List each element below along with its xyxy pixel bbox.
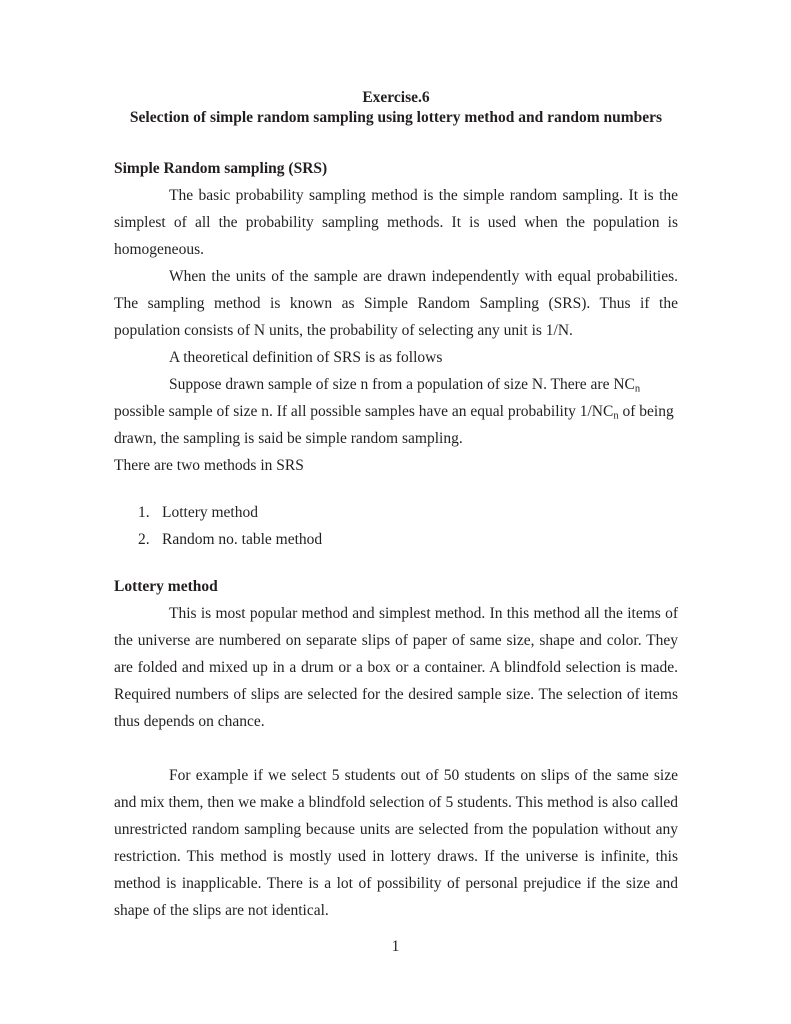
list-item (138, 526, 678, 553)
paragraph-srs-definition (114, 263, 678, 344)
list-item-label: Lottery method (162, 504, 258, 521)
paragraph-lottery-description (114, 600, 678, 735)
formula-subscript-2: n (613, 410, 619, 422)
list-item (138, 499, 678, 526)
spacer-after-list (114, 553, 678, 573)
formula-text-part-2: possible sample of size n. If all possible samples have an equal probability 1/NC (114, 403, 614, 420)
document-title: Exercise.6 (362, 89, 430, 106)
paragraph-lottery-example (114, 762, 678, 924)
paragraph-srs-definition-text: When the units of the sample are drawn independently with equal probabilities. The sampling method is known as Simple Random Sampling (SRS). Thus if the population consists of N units, the probability of selecting any unit is 1/N. (114, 268, 678, 339)
formula-text-part-1: Suppose drawn sample of size n from a population of size N. There are NC (169, 376, 635, 393)
document-subtitle: Selection of simple random sampling using lottery method and random numbers (129, 109, 663, 126)
page-number: 1 (391, 938, 400, 955)
paragraph-lottery-example-text: For example if we select 5 students out of 50 students on slips of the same size and mix them, then we make a blindfold selection of 5 students. This method is also called unrestricted random sampling because units are selected from the population without any restriction. This method is mostly used in lottery draws. If the universe is infinite, this method is inapplicable. There is a lot of possibility of personal prejudice if the size and shape of the slips are not identical. (114, 767, 678, 919)
paragraph-srs-intro-text: The basic probability sampling method is the simple random sampling. It is the simplest of all the probability sampling methods. It is used when the population is homogeneous. (114, 187, 678, 258)
paragraph-theoretical-definition (114, 344, 678, 371)
methods-list (114, 499, 678, 553)
list-item-label: Random no. table method (162, 531, 323, 548)
document-content (114, 88, 678, 924)
paragraph-srs-intro (114, 182, 678, 263)
list-item-number: 1. (138, 504, 150, 521)
list-item-number: 2. (138, 531, 150, 548)
heading-lottery-method: Lottery method (114, 578, 218, 595)
heading-simple-random-sampling: Simple Random sampling (SRS) (114, 160, 328, 177)
paragraph-theoretical-definition-text: A theoretical definition of SRS is as follows (169, 349, 443, 366)
paragraph-two-methods: There are two methods in SRS (114, 457, 304, 474)
paragraph-lottery-description-text: This is most popular method and simplest method. In this method all the items of the universe are numbered on separate slips of paper of same size, shape and color. They are folded and mixed up in a drum or a box or a container. A blindfold selection is made. Required numbers of slips are selected for the desired sample size. The selection of items thus depends on chance. (114, 605, 678, 730)
spacer-before-list (114, 479, 678, 499)
paragraph-srs-formula (114, 371, 678, 452)
spacer-between-lottery-paragraphs (114, 735, 678, 762)
formula-subscript-1: n (634, 383, 641, 395)
spacer-after-title (114, 128, 678, 155)
formula-text-part-3: of being drawn, the sampling is said be simple random sampling. (114, 403, 674, 447)
